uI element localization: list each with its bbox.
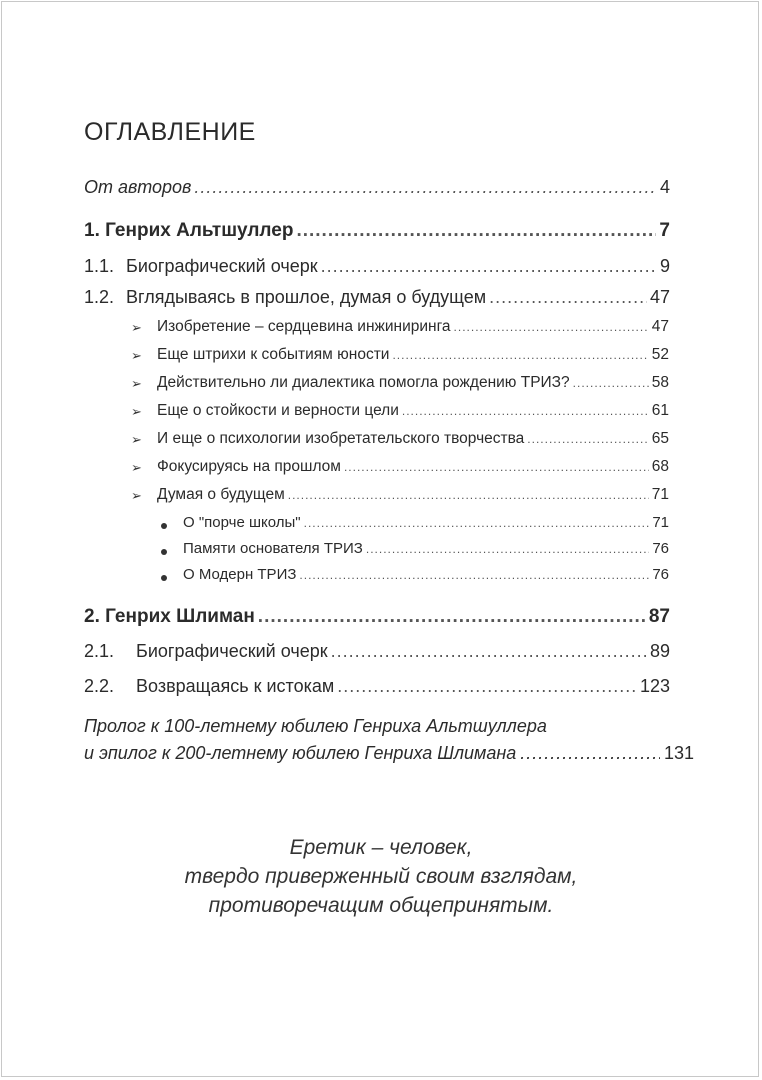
toc-entry-page: 58 — [651, 374, 669, 391]
toc-section-1-1[interactable] — [84, 256, 670, 277]
round-bullet-icon — [161, 549, 167, 555]
toc-entry-code: 2.1. — [84, 641, 115, 661]
toc-bullet-item[interactable] — [183, 514, 669, 531]
toc-entry-label: Действительно ли диалектика помогла рождению ТРИЗ? — [157, 374, 570, 391]
toc-entry-page: 123 — [639, 676, 670, 696]
toc-entry-label: Биографический очерк — [136, 641, 328, 661]
dot-leader — [258, 606, 646, 628]
dot-leader — [337, 676, 637, 697]
dot-leader — [331, 641, 647, 662]
toc-chapter-2[interactable] — [84, 606, 670, 628]
toc-entry-label: Изобретение – сердцевина инжиниринга — [157, 318, 451, 335]
toc-entry-code: 1.1. — [84, 256, 115, 276]
dot-leader — [489, 287, 647, 308]
toc-entry-page: 61 — [651, 402, 669, 419]
toc-bullet-item[interactable] — [183, 566, 669, 583]
toc-entry-label: От авторов — [84, 177, 192, 197]
epigraph-line-2: твердо приверженный своим взглядам, — [184, 865, 578, 888]
toc-bullet-item[interactable] — [183, 540, 669, 557]
toc-entry-page: 76 — [652, 540, 669, 557]
toc-entry-label: Памяти основателя ТРИЗ — [183, 540, 363, 557]
toc-entry-page: 87 — [648, 606, 670, 627]
dot-leader — [392, 348, 648, 362]
arrow-bullet-icon: ➢ — [131, 348, 142, 363]
toc-entry-page: 47 — [651, 318, 669, 335]
toc-entry-page: 4 — [659, 177, 670, 197]
toc-entry-code: 1.2. — [84, 287, 115, 307]
arrow-bullet-icon: ➢ — [131, 432, 142, 447]
toc-entry-page: 9 — [659, 256, 670, 276]
arrow-bullet-icon: ➢ — [131, 460, 142, 475]
toc-entry-label: Еще штрихи к событиям юности — [157, 346, 390, 363]
toc-entry-code: 2.2. — [84, 676, 115, 696]
toc-entry-page: 76 — [652, 566, 669, 583]
dot-leader — [454, 320, 649, 334]
toc-entry-label: 1. Генрих Альтшуллер — [84, 220, 294, 241]
dot-leader — [299, 568, 649, 582]
toc-subitem[interactable] — [157, 346, 669, 364]
toc-chapter-1[interactable] — [84, 220, 670, 242]
toc-entry-page: 131 — [663, 743, 694, 763]
toc-subitem[interactable] — [157, 486, 669, 504]
dot-leader — [527, 432, 648, 446]
dot-leader — [194, 177, 657, 198]
dot-leader — [304, 516, 650, 530]
toc-section-2-2[interactable] — [84, 676, 670, 697]
round-bullet-icon — [161, 523, 167, 529]
dot-leader — [366, 542, 649, 556]
toc-entry-label: И еще о психологии изобретательского творчества — [157, 430, 525, 447]
round-bullet-icon — [161, 575, 167, 581]
toc-section-2-1[interactable] — [84, 641, 670, 662]
dot-leader — [573, 376, 649, 390]
toc-entry-page: 71 — [652, 514, 669, 531]
toc-entry-label: Думая о будущем — [157, 486, 285, 503]
dot-leader — [288, 488, 649, 502]
toc-entry-label: 2. Генрих Шлиман — [84, 606, 255, 627]
toc-entry-page: 65 — [651, 430, 669, 447]
dot-leader — [520, 740, 660, 767]
dot-leader — [402, 404, 649, 418]
epilogue-line-2-row — [84, 740, 694, 767]
arrow-bullet-icon: ➢ — [131, 488, 142, 503]
toc-entry-page: 52 — [651, 346, 669, 363]
toc-entry-label: Еще о стойкости и верности цели — [157, 402, 399, 419]
toc-entry-label: Биографический очерк — [126, 256, 318, 276]
toc-entry-page: 7 — [659, 220, 670, 241]
arrow-bullet-icon: ➢ — [131, 320, 142, 335]
toc-entry-from-authors[interactable] — [84, 177, 670, 198]
toc-subitem[interactable] — [157, 458, 669, 476]
arrow-bullet-icon: ➢ — [131, 376, 142, 391]
epigraph-line-3: противоречащим общепринятым. — [208, 894, 554, 917]
toc-subitem[interactable] — [157, 402, 669, 420]
toc-entry-page: 89 — [649, 641, 670, 661]
epilogue-line-1: Пролог к 100-летнему юбилею Генриха Альтшуллера — [84, 716, 547, 736]
toc-subitem[interactable] — [157, 430, 669, 448]
toc-entry-page: 47 — [649, 287, 670, 307]
toc-section-1-2[interactable] — [84, 287, 670, 308]
dot-leader — [321, 256, 657, 277]
epigraph — [0, 833, 762, 920]
arrow-bullet-icon: ➢ — [131, 404, 142, 419]
toc-entry-label: О "порче школы" — [183, 514, 301, 531]
toc-entry-label: О Модерн ТРИЗ — [183, 566, 297, 583]
toc-entry-page: 71 — [651, 486, 669, 503]
toc-title: ОГЛАВЛЕНИЕ — [84, 118, 256, 146]
toc-subitem[interactable] — [157, 374, 669, 392]
epilogue-line-2: и эпилог к 200-летнему юбилею Генриха Шлимана — [84, 743, 517, 763]
dot-leader — [296, 220, 656, 242]
toc-entry-page: 68 — [651, 458, 669, 475]
toc-entry-label: Вглядываясь в прошлое, думая о будущем — [126, 287, 487, 307]
dot-leader — [344, 460, 649, 474]
toc-entry-label: Фокусируясь на прошлом — [157, 458, 341, 475]
toc-subitem[interactable] — [157, 318, 669, 336]
toc-entry-label: Возвращаясь к истокам — [136, 676, 335, 696]
toc-entry-epilogue[interactable] — [84, 713, 694, 767]
epigraph-line-1: Еретик – человек, — [289, 836, 473, 859]
